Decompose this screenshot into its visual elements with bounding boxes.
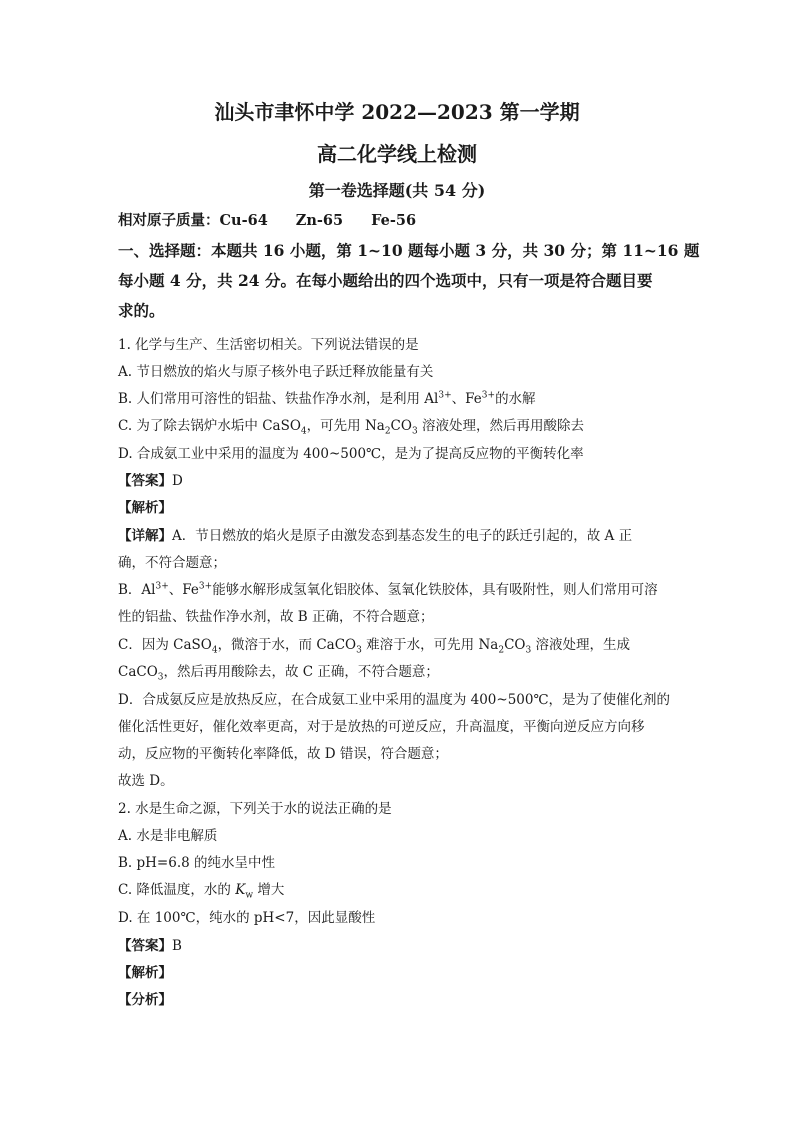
- q1-detail-c1-sub3: 2: [498, 645, 505, 656]
- exam-title: 汕头市聿怀中学 2022—2023 第一学期: [214, 100, 580, 124]
- q1-detail-c-2: [118, 662, 678, 682]
- q1-c-sub1: 4: [300, 426, 307, 437]
- q2-option-d: D. 在 100℃，纯水的 pH<7，因此显酸性: [118, 910, 376, 926]
- exam-subject-title: 高二化学线上检测: [317, 142, 477, 166]
- q1-detail-label: 【详解】: [118, 528, 172, 544]
- q1-option-b: [118, 389, 678, 409]
- instructions-line-1: 一、选择题：本题共 16 小题，第 1~10 题每小题 3 分，共 30 分；第 11~16 题: [118, 241, 700, 260]
- q1-detail-a-2: 确，不符合题意；: [118, 555, 226, 571]
- q2-option-a: A. 水是非电解质: [118, 828, 218, 844]
- q1-detail-d-3: 动，反应物的平衡转化率降低，故 D 错误，符合题意；: [118, 746, 448, 762]
- q1-c-mid: ，可先用 Na: [306, 418, 385, 434]
- q2-stem: 2. 水是生命之源，下列关于水的说法正确的是: [118, 801, 392, 817]
- q1-detail-b-1: [118, 580, 678, 600]
- q1-detail-c1-mid3: CO: [504, 637, 526, 653]
- q1-detail-b1-mid: 、Fe: [168, 582, 199, 598]
- instructions-line-2: 每小题 4 分，共 24 分。在每小题给出的四个选项中，只有一项是符合题目要: [118, 271, 653, 290]
- q1-detail-c2-sub: 3: [157, 672, 164, 683]
- section-title: 第一卷选择题(共 54 分): [308, 181, 486, 200]
- q2-c-sub: w: [245, 890, 254, 901]
- q2-option-c: [118, 880, 678, 900]
- atomic-mass-fe: Fe-56: [371, 212, 417, 229]
- q2-c-text: C. 降低温度，水的: [118, 882, 236, 898]
- q2-c-post: 增大: [253, 882, 285, 898]
- q1-detail-b1-pre: B．Al: [118, 582, 156, 598]
- q1-conclusion: 故选 D。: [118, 773, 174, 789]
- q1-detail-c1-sub2: 3: [356, 645, 362, 656]
- q1-detail-c2-post: ，然后再用酸除去，故 C 正确，不符合题意；: [163, 664, 439, 680]
- q1-option-c: [118, 416, 678, 436]
- q1-detail-d-2: 催化活性更好，催化效率更高，对于是放热的可逆反应，升高温度，平衡向逆反应方向移: [118, 719, 645, 735]
- instructions-line-3: 求的。: [118, 301, 165, 320]
- q1-answer-value: D: [172, 473, 183, 489]
- q1-detail-c1-pre: C．因为 CaSO: [118, 637, 212, 653]
- q1-b-post: 的水解: [495, 391, 536, 407]
- q1-detail-c1-sub4: 3: [525, 645, 532, 656]
- q2-answer: [118, 936, 678, 956]
- q1-c-sub3: 3: [411, 426, 418, 437]
- q2-analysis-label: 【解析】: [118, 965, 172, 981]
- q1-c-mid2: CO: [390, 418, 412, 434]
- q1-detail-b1-post: 能够水解形成氢氧化铝胶体、氢氧化铁胶体，具有吸附性，则人们常用可溶: [212, 582, 658, 598]
- q1-detail-c1-mid2: 难溶于水，可先用 Na: [361, 637, 499, 653]
- q1-stem: 1. 化学与生产、生活密切相关。下列说法错误的是: [118, 337, 419, 353]
- q2-answer-label: 【答案】: [118, 938, 172, 954]
- atomic-mass-line: [118, 211, 678, 231]
- q1-b-text: B. 人们常用可溶性的铝盐、铁盐作净水剂，是利用 Al: [118, 391, 439, 407]
- q1-detail-a-1: [118, 526, 678, 546]
- q1-detail-b-2: 性的铝盐、铁盐作净水剂，故 B 正确，不符合题意；: [118, 609, 434, 625]
- atomic-mass-label: 相对原子质量：: [118, 212, 220, 229]
- q1-answer: [118, 471, 678, 491]
- q1-detail-b1-sup2: 3+: [198, 581, 213, 592]
- q2-fenxi-label: 【分析】: [118, 992, 172, 1008]
- q1-detail-d-1: D．合成氨反应是放热反应，在合成氨工业中采用的温度为 400~500℃，是为了使催化剂的: [118, 692, 671, 708]
- q1-detail-c1-sub1: 4: [211, 645, 218, 656]
- q1-c-text: C. 为了除去锅炉水垢中 CaSO: [118, 418, 301, 434]
- q1-detail-c1-post: 溶液处理，生成: [531, 637, 630, 653]
- q1-detail-c1-mid: ，微溶于水，而 CaCO: [217, 637, 357, 653]
- q1-b-sup2: 3+: [481, 390, 496, 401]
- q1-b-sup1: 3+: [438, 390, 452, 401]
- q1-detail-c2-pre: CaCO: [118, 664, 158, 680]
- q1-b-mid: 、Fe: [451, 391, 482, 407]
- q2-c-k: K: [235, 882, 246, 898]
- atomic-mass-zn: Zn-65: [295, 212, 344, 229]
- q1-c-sub2: 2: [384, 426, 391, 437]
- q1-detail-a1-text: A．节日燃放的焰火是原子由激发态到基态发生的电子的跃迁引起的，故 A 正: [172, 528, 633, 544]
- q1-c-post: 溶液处理，然后再用酸除去: [417, 418, 584, 434]
- q1-option-a: A. 节日燃放的焰火与原子核外电子跃迁释放能量有关: [118, 364, 434, 380]
- q2-answer-value: B: [172, 938, 182, 954]
- q1-analysis-label: 【解析】: [118, 500, 172, 516]
- q1-detail-c-1: [118, 635, 678, 655]
- q2-option-b: B. pH=6.8 的纯水呈中性: [118, 855, 275, 871]
- q1-answer-label: 【答案】: [118, 473, 172, 489]
- atomic-mass-cu: Cu-64: [219, 212, 268, 229]
- q1-option-d: D. 合成氨工业中采用的温度为 400~500℃，是为了提高反应物的平衡转化率: [118, 446, 584, 462]
- q1-detail-b1-sup1: 3+: [155, 581, 169, 592]
